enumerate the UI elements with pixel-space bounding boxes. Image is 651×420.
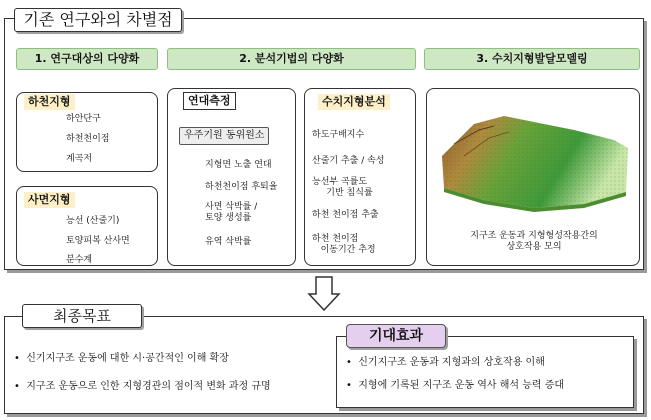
cosmogenic-isotope-chip: 우주기원 동위원소 — [179, 127, 269, 145]
dem-item: 하천 천이점 추출 — [312, 210, 379, 220]
landscape-model-image — [434, 96, 632, 220]
dating-item: 유역 삭박률 — [205, 237, 252, 247]
dating-item: 사면 삭박률 / 토양 생성률 — [205, 202, 258, 223]
goal-bullet-1 — [14, 352, 229, 366]
slope-item: 능선 (산줄기) — [66, 216, 120, 226]
bullet-icon: • — [346, 380, 359, 391]
river-item: 계곡저 — [66, 154, 93, 164]
goal-bullet-text: 지구조 운동으로 인한 지형경관의 점이적 변화 과정 규명 — [26, 381, 271, 392]
bullet-icon: • — [346, 357, 359, 368]
header-title: 기존 연구와의 차별점 — [14, 8, 182, 32]
expected-effect-title: 기대효과 — [346, 324, 446, 348]
bullet-icon: • — [14, 353, 27, 364]
effect-bullet-text: 지형에 기록된 지구조 운동 역사 해석 능력 증대 — [358, 380, 565, 391]
effect-bullet-2 — [346, 379, 564, 393]
effect-bullet-text: 신기지구조 운동과 지형과의 상호작용 이해 — [358, 357, 545, 368]
river-item: 하천천이점 — [66, 134, 110, 144]
dem-analysis-label: 수치지형분석 — [318, 94, 390, 110]
dating-label: 연대측정 — [183, 92, 236, 110]
river-landform-label: 하천지형 — [24, 94, 75, 110]
dem-item: 산줄기 추출 / 속성 — [312, 156, 385, 166]
slope-item: 분수계 — [66, 255, 93, 265]
final-goal-title: 최종목표 — [22, 304, 142, 328]
dem-item: 하천 천이점 이동기간 추정 — [312, 234, 376, 255]
down-arrow-icon — [307, 276, 341, 312]
column-heading-2: 2. 분석기법의 다양화 — [167, 48, 416, 70]
landscape-model-caption: 지구조 운동과 지형형성작용간의 상호작용 모의 — [470, 231, 598, 252]
dem-item: 하도구배지수 — [312, 130, 365, 140]
goal-bullet-2 — [14, 380, 271, 394]
slope-item: 토양피복 산사면 — [66, 236, 130, 246]
dating-item: 지형면 노출 연대 — [205, 160, 272, 170]
effect-bullet-1 — [346, 356, 545, 370]
column-heading-3: 3. 수치지형발달모델링 — [424, 48, 640, 70]
river-item: 하안단구 — [66, 114, 101, 124]
column-heading-1: 1. 연구대상의 다양화 — [16, 48, 158, 70]
slope-landform-label: 사면지형 — [24, 192, 75, 208]
dem-item: 능선부 곡률도 기반 침식률 — [312, 177, 373, 198]
bullet-icon: • — [14, 381, 27, 392]
dating-item: 하천천이점 후퇴율 — [205, 182, 278, 192]
goal-bullet-text: 신기지구조 운동에 대한 시·공간적인 이해 확장 — [26, 353, 229, 364]
